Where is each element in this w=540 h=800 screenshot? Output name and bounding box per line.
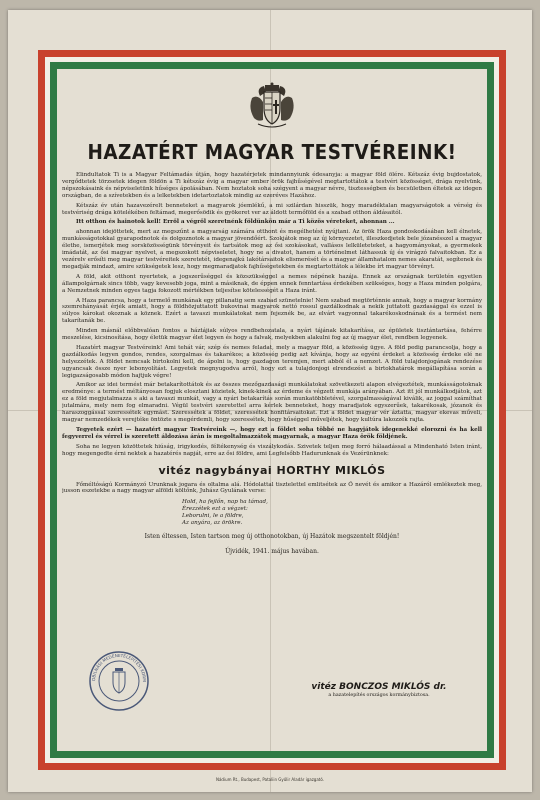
paragraph: Kétszáz év után hazavezérelt benneteket a magyarok jóemlékű, a mi szilárdan hisszük, hogy maradéktalan magyarságotok a vérség és testvériség drága kötelékében feltámad, megerősödik és gyökeret ver az áldott termőföld és a szabad otthon áldásaitól. <box>62 202 482 216</box>
page-title: HAZATÉRT MAGYAR TESTVÉREINK! <box>87 140 457 164</box>
poem-line: Az anyára, az örökre. <box>182 520 243 527</box>
official-stamp <box>88 650 150 712</box>
paragraph: Tegyetek ezért — hazatért magyar Testvéreink —, hogy ezt a földet soha többé ne hagyjátok idegenekké elorozni és ha kell fegyverrel és vérrel is szeretett áldozása árán is megoltalmazzátok magyarnak, a magyar Haza örök földjének. <box>62 426 482 440</box>
poster-content <box>62 72 482 748</box>
poster-sheet <box>8 10 532 792</box>
poem-line: Érezzétek ezt a végzet: <box>182 506 248 513</box>
dateline: Újvidék, 1941. május havában. <box>225 548 319 556</box>
paragraph: Főméltóságú Kormányzó Urunknak jogara és oltalma alá. Hódolattal tisztelettel emlitsétek az Ő nevét és amikor a Hazáról emlékeztek meg, jusson eszetekbe a nagy magyar alföldi költőnk, Juhász Gyulának verse: <box>62 481 482 495</box>
stamp-text: OBILNÁSI MEDENETELEPÍTÉSI KORM <box>90 652 148 683</box>
paragraph: Minden másnál előbbvalóan fontos a háztájiak súlyos rendbehozatala, a nyári tájának kitakarítása, az épületek tisztántartása, fehérre meszelése, kicsinosítása, hogy életük magyar élet legyen és hogy a falvak, melyekben alakulni fog az új magyar élet, rendben legyenek. <box>62 328 482 342</box>
paragraph: Amikor az idei termést már betakarítottátok és az összes mezőgazdasági munkálatokat szövetkezeti alapon elvégeztétek, munkásságotoknak eredménye: a termést méltányosan fogjuk elosztani közietek, kinek-kinek az érdeme és végzett munkája arányában. Azt itt jól munkálkodjátok, azt ez a föld megjutalmazza s aki a tavaszi munkát, vagy a nyári betakarítás során munkatöbbletével, szorgalmasságával kiválik, az joggal számíthat jutalmára, mely nem fog elmaradni. Végül testvéri szeretettel arra kérlek benneteket, hogy maradjatok egyszerűek, takarékosak, józanok és haraszoggással szeressétek egymást. Szeressétek a földet, szeressétek honfitársaitokat. Ezt a földet magyar vér áztatta, magyar ekevas műveli, magyar nemzedékek verejtéke öntözte s megérdemli, hogy szeressétek, hogy hűséggel műveljétek, hogy kultúra lakozzék rajta. <box>62 382 482 423</box>
signature-block <box>284 682 474 698</box>
poem-line: Hold, ha fejlőn, nap ha támad, <box>182 499 268 506</box>
poem <box>182 499 482 527</box>
signature-role: a hazatelepítés országos kormánybiztosa. <box>328 693 430 698</box>
printer-imprint: Nádium Rt., Budapest, Pataliin Gyűlir Aladár igazgató. <box>215 777 325 782</box>
poem-line: Leborulni, le a földre, <box>182 513 244 520</box>
paragraph: Elindultatok Ti is a Magyar Feltámadás útján, hogy hazatérjetek mindannyiunk édesanyja: a magyar föld ölére. Kétszáz évig bujdostatok, vergődtetek törzsetek idegen földön a Ti kétszáz évig a magyar ember örök fajhűségével megtartottátok a testvéri közösséget, drága nyelvünk, népszokásaink és népviseletünk hűséges ápolásában. Nem hoztatok soha szégyent a magyar névre, tisztességben és becsületben éltetek az idegen országban, de a szívetekben és a lelketekben idetartoztatok mindig az ezeréves Hazához. <box>62 172 482 199</box>
paragraph: Itt otthon és hainotok kell! Erről a végről szeretnénk földünkön már a Ti közös véreteket, ahonnan ... <box>76 219 395 226</box>
coat-of-arms-icon <box>62 82 482 132</box>
hero-name: vitéz nagybányai HORTHY MIKLÓS <box>158 463 386 477</box>
closing-line: Isten éltessen, Isten tartson meg új otthonotokban, új Hazátok megszentelt földjén! <box>144 533 400 541</box>
paragraph: Soha ne legyen közöttetek hiúság, irigykedés, féltékenység és viszálykodás. Szivetek teljen meg forró hálaadással a Mindenható Isten iránt, hogy megengedte érni nektek a hazatérés napját, erre az ősi földre, ami Legfelsőbb Hadurunknak és Vezérünknek: <box>62 443 482 457</box>
paragraph: A föld, akit otthont nyertetek, a jogszerűséggel és közszükséggel a nemes népének hazája. Ennek az országnak területén egyetlen állampolgárnak sincs több, vagy kevesebb joga, mint a másiknak, de éppen ennek fenntartása érdekében szükséges, hogy a Haza minden polgára, a Nemzetnek minden egyes tagja fokozott mértékben teljesítse kötelességét a Haza iránt. <box>62 273 482 294</box>
paragraph: A Haza parancsa, hogy a termelő munkának egy pillanatig sem szabad szünetelnie! Nem szabad megtörténnie annak, hogy a magyar kormány szemrehányását érjék amiatt, hogy a földhözjuttatott bukovinai magyarok nettó rossul gazdálkodnak a nekik juttatott gazdasággal és ezzel is súlyos károkat okoznak a köznek. Ezért a tavaszi munkálatokat nem fejeznék be, az elvárt vagyonnal takarékoskodnának és a termést nem takarítanák be. <box>62 297 482 325</box>
signature-name: vitéz BONCZOS MIKLÓS dr. <box>311 682 447 692</box>
paragraph: Hazatért magyar Testvéreink! Ami tehát vár, szép és nemes feladat, mely a magyar föld, a közösség ügye. A föld pedig parancsolja, hogy a gazdálkodás legyen gondos, rendes, szorgalmas és takarékos; a közösség pedig azt kívánja, hogy az egyéni érdeket a közösség érdeke elé ne helyezzétek. A földet nemcsak birtokolni kell, de ápolni is, hogy gazdagon teremjen, mert abból él a nemzet. A föld tulajdonjogának rendezése ugyancsak össze nyer lebonyolítást. Legyetek megnyugodva arról, hogy ezt a tulajdonjogi elrendezést a birtokhatárok megállapítása során a legigazságosabb módon hajtjuk végre! <box>62 344 482 379</box>
paragraph: ahonnan idejöttetek, mert az megszűnt a magyarság számára otthont és megélhetést nyújtani. Az örök Haza gondoskodásában kell élnetek, munkásságotokkal gyarapodnotok és dolgoznotok a magyar jövendőért. Szokjátok meg az új környezetet, illeszkedjetek bele józanésszel a magyar élethe, ismerjétek meg sorsközösségünk törvényeit és tartsátok meg az ősi szokásokat, vallásos lelkületeteket, a hagyományokat, a gyermekek imádatát, az ősi magyar nyelvet, a megszokott népviseletet, hogy ne a divatot, hanem a történelmet láthassuk új és virágzó falvaitokban. Ez a vezérelv erősíti meg magyar testvéreitek szeretetét, idegenajkú lakótársaitok elismerését és a magyar államhatalom nemes akaratát, segítenek és megadják mindazt, amire szükségetek lesz, hogy megmaradjatok fajhűségetekben és megtartottátok a lélekbe írt magyar törvényt. <box>62 229 482 270</box>
